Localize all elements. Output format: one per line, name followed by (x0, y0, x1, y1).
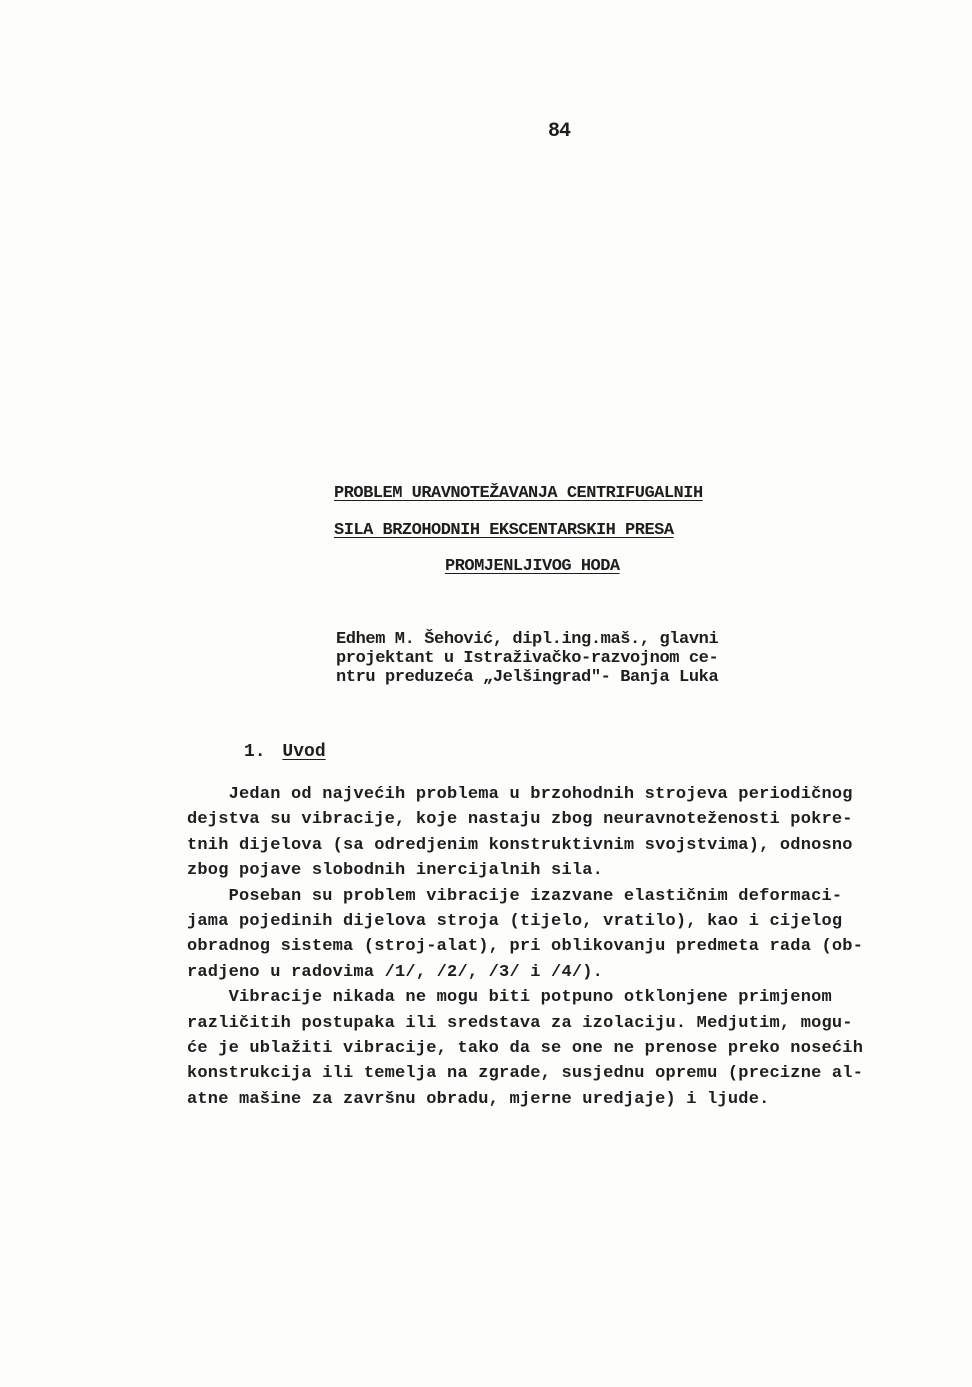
body-line: Jedan od najvećih problema u brzohodnih strojeva periodičnog (187, 785, 853, 804)
body-line: konstrukcija ili temelja na zgrade, susjednu opremu (precizne al- (187, 1064, 864, 1084)
body-line: jama pojedinih dijelova stroja (tijelo, vratilo), kao i cijelog (187, 912, 843, 932)
title-line-1: PROBLEM URAVNOTEŽAVANJA CENTRIFUGALNIH (334, 484, 703, 503)
body-line: različitih postupaka ili sredstava za izolaciju. Medjutim, mogu- (187, 1013, 853, 1033)
body-line: zbog pojave slobodnih inercijalnih sila. (187, 861, 604, 881)
body-line: će je ublažiti vibracije, tako da se one ne prenose preko nosećih (187, 1039, 864, 1059)
body-line: Poseban su problem vibracije izazvane elastičnim deformaci- (187, 886, 843, 906)
body-line: obradnog sistema (stroj-alat), pri oblikovanju predmeta rada (ob- (187, 937, 864, 957)
author-line-3: ntru preduzeća „Jelšingrad"- Banja Luka (336, 668, 719, 687)
body-line: radjeno u radovima /1/, /2/, /3/ i /4/). (187, 962, 604, 982)
body-line: atne mašine za završnu obradu, mjerne uredjaje) i ljude. (187, 1089, 770, 1109)
author-line-2: projektant u Istraživačko-razvojnom ce- (336, 649, 719, 668)
section-title: Uvod (282, 742, 326, 762)
section-number: 1. (244, 742, 266, 762)
title-line-3: PROMJENLJIVOG HODA (445, 557, 620, 576)
body-line: tnih dijelova (sa odredjenim konstruktivnim svojstvima), odnosno (187, 835, 853, 855)
section-heading (244, 742, 326, 762)
author-block (336, 630, 718, 687)
author-line-1: Edhem M. Šehović, dipl.ing.maš., glavni (336, 630, 719, 649)
page-number: 84 (548, 120, 571, 143)
body-line: Vibracije nikada ne mogu biti potpuno otklonjene primjenom (187, 988, 832, 1008)
title-line-2: SILA BRZOHODNIH EKSCENTARSKIH PRESA (334, 521, 674, 540)
body-line: dejstva su vibracije, koje nastaju zbog neuravnoteženosti pokre- (187, 810, 853, 830)
body-text (187, 782, 937, 1112)
